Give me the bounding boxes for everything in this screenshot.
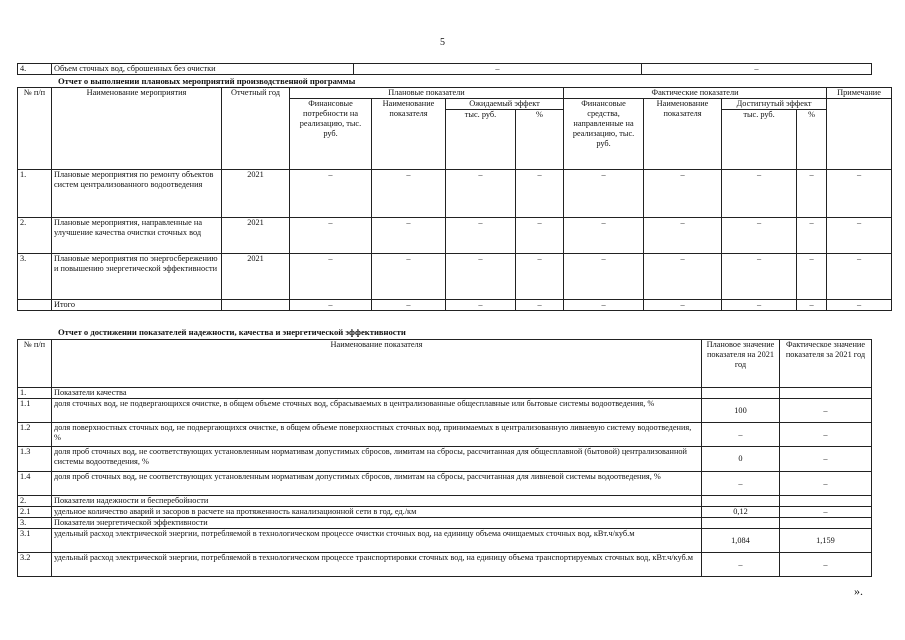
- table-row: [18, 553, 872, 577]
- row-number-empty: [18, 300, 52, 311]
- row-fact: –: [780, 553, 872, 577]
- header-expected-pct: %: [516, 110, 564, 170]
- cell-dash: –: [644, 254, 722, 300]
- cell-dash: –: [644, 218, 722, 254]
- cell-dash: –: [564, 300, 644, 311]
- row-name: удельный расход электрической энергии, потребляемой в технологическом процессе очистки сточных вод, на единицу объема очищаемых сточных вод, кВт.ч/куб.м: [52, 529, 702, 553]
- row-name: доля сточных вод, не подвергающихся очистке, в общем объеме сточных вод, сбрасываемых в централизованные общесплавные или бытовые системы водоотведения, %: [52, 399, 702, 423]
- header-achieved-pct: %: [797, 110, 827, 170]
- plan-measures-table: [17, 87, 892, 311]
- table-row: [18, 507, 872, 518]
- cell-dash: –: [372, 218, 446, 254]
- row-name: удельный расход электрической энергии, потребляемой в технологическом процессе транспортировки сточных вод, на единицу объема транспортируемых сточных вод, кВт.ч/куб.м: [52, 553, 702, 577]
- row-name: Показатели надежности и бесперебойности: [52, 496, 702, 507]
- header-plan-group: Плановые показатели: [290, 88, 564, 99]
- section-row: [18, 496, 872, 507]
- cell-dash: –: [797, 218, 827, 254]
- table-row: [18, 254, 892, 300]
- cell-dash: –: [290, 170, 372, 218]
- row-number: 1.: [18, 170, 52, 218]
- row-name: Показатели энергетической эффективности: [52, 518, 702, 529]
- total-row: [18, 300, 892, 311]
- row-fact-value: –: [642, 64, 872, 75]
- cell-dash: –: [722, 218, 797, 254]
- cell-dash: –: [564, 254, 644, 300]
- header-num: № п/п: [18, 88, 52, 170]
- total-label: Итого: [52, 300, 222, 311]
- row-plan: –: [702, 553, 780, 577]
- indicators-title: Отчет о достижении показателей надежности, качества и энергетической эффективности: [58, 327, 406, 337]
- cell-dash: –: [516, 170, 564, 218]
- row-plan: –: [702, 423, 780, 447]
- cell-dash: –: [446, 170, 516, 218]
- row-plan: [702, 388, 780, 399]
- cell-dash: –: [372, 254, 446, 300]
- row-name: Плановые мероприятия по ремонту объектов систем централизованного водоотведения: [52, 170, 222, 218]
- header-name: Наименование показателя: [52, 340, 702, 388]
- header-achieved-thous: тыс. руб.: [722, 110, 797, 170]
- header-achieved: Достигнутый эффект: [722, 99, 827, 110]
- cell-dash: –: [564, 218, 644, 254]
- header-row: [18, 88, 892, 99]
- row-year: 2021: [222, 218, 290, 254]
- row-number: 3.: [18, 518, 52, 529]
- row-number: 1.: [18, 388, 52, 399]
- plan-report-title: Отчет о выполнении плановых мероприятий производственной программы: [58, 76, 356, 86]
- cell-dash: –: [516, 254, 564, 300]
- row-fact: –: [780, 423, 872, 447]
- row-fact: –: [780, 472, 872, 496]
- row-name: Плановые мероприятия, направленные на улучшение качества очистки сточных вод: [52, 218, 222, 254]
- row-number: 3.: [18, 254, 52, 300]
- header-fact-ind: Наименование показателя: [644, 99, 722, 170]
- cell-dash: –: [516, 300, 564, 311]
- header-note: Примечание: [827, 88, 892, 99]
- row-year: 2021: [222, 170, 290, 218]
- row-fact: 1,159: [780, 529, 872, 553]
- table-row: [18, 170, 892, 218]
- row-fact: [780, 518, 872, 529]
- header-plan-ind: Наименование показателя: [372, 99, 446, 170]
- cell-empty: [222, 300, 290, 311]
- cell-dash: –: [722, 254, 797, 300]
- cell-dash: –: [564, 170, 644, 218]
- header-fact-fin: Финансовые средства, направленные на реализацию, тыс. руб.: [564, 99, 644, 170]
- cell-dash: –: [797, 254, 827, 300]
- row-number: 2.: [18, 218, 52, 254]
- cell-dash: –: [827, 300, 892, 311]
- row-name: доля поверхностных сточных вод, не подвергающихся очистке, в общем объеме поверхностных сточных вод, принимаемых в централизованную ливневую систему водоотведения, %: [52, 423, 702, 447]
- table-row: [18, 447, 872, 472]
- row-number: 3.2: [18, 553, 52, 577]
- row-name: доля проб сточных вод, не соответствующих установленным нормативам допустимых сбросов, лимитам на сбросы, рассчитанная для общесплавной (бытовой) централизованной системы водоотведения, %: [52, 447, 702, 472]
- page-number: 5: [440, 37, 445, 48]
- closing-quote-mark: ».: [854, 584, 863, 598]
- row-name: доля проб сточных вод, не соответствующих установленным нормативам допустимых сбросов, лимитам на сбросы, рассчитанная для ливневой системы водоотведения, %: [52, 472, 702, 496]
- cell-dash: –: [722, 300, 797, 311]
- row-name: Плановые мероприятия по энергосбережению и повышению энергетической эффективности: [52, 254, 222, 300]
- table-row: [18, 399, 872, 423]
- row-plan: [702, 518, 780, 529]
- row-name: Объем сточных вод, сброшенных без очистки: [52, 64, 354, 75]
- row-plan: 1,084: [702, 529, 780, 553]
- row-name: удельное количество аварий и засоров в расчете на протяженность канализационной сети в год, ед./км: [52, 507, 702, 518]
- row-number: 1.2: [18, 423, 52, 447]
- row-fact: [780, 496, 872, 507]
- cell-dash: –: [446, 300, 516, 311]
- cell-dash: –: [446, 218, 516, 254]
- row-fact: –: [780, 507, 872, 518]
- cell-dash: –: [797, 300, 827, 311]
- table-row: [18, 423, 872, 447]
- row-number: 1.3: [18, 447, 52, 472]
- row-plan-value: –: [354, 64, 642, 75]
- row-year: 2021: [222, 254, 290, 300]
- header-name: Наименование мероприятия: [52, 88, 222, 170]
- header-plan: Плановое значение показателя на 2021 год: [702, 340, 780, 388]
- cell-dash: –: [644, 170, 722, 218]
- cell-dash: –: [290, 254, 372, 300]
- row-number: 1.1: [18, 399, 52, 423]
- cell-dash: –: [827, 170, 892, 218]
- header-fact: Фактическое значение показателя за 2021 год: [780, 340, 872, 388]
- table-row: [18, 529, 872, 553]
- header-note-empty: [827, 99, 892, 170]
- table-row: [18, 218, 892, 254]
- header-expected: Ожидаемый эффект: [446, 99, 564, 110]
- header-row: [18, 340, 872, 388]
- previous-table-continuation: [17, 63, 872, 75]
- header-plan-fin: Финансовые потребности на реализацию, тыс. руб.: [290, 99, 372, 170]
- row-plan: –: [702, 472, 780, 496]
- row-name: Показатели качества: [52, 388, 702, 399]
- header-expected-thous: тыс. руб.: [446, 110, 516, 170]
- cell-dash: –: [516, 218, 564, 254]
- cell-dash: –: [446, 254, 516, 300]
- row-number: 2.1: [18, 507, 52, 518]
- row-fact: –: [780, 399, 872, 423]
- table-row: [18, 64, 872, 75]
- row-number: 2.: [18, 496, 52, 507]
- cell-dash: –: [290, 218, 372, 254]
- header-year: Отчетный год: [222, 88, 290, 170]
- cell-dash: –: [827, 254, 892, 300]
- section-row: [18, 518, 872, 529]
- cell-dash: –: [827, 218, 892, 254]
- row-plan: 100: [702, 399, 780, 423]
- row-plan: 0,12: [702, 507, 780, 518]
- cell-dash: –: [372, 170, 446, 218]
- row-plan: 0: [702, 447, 780, 472]
- cell-dash: –: [290, 300, 372, 311]
- row-fact: [780, 388, 872, 399]
- row-fact: –: [780, 447, 872, 472]
- header-fact-group: Фактические показатели: [564, 88, 827, 99]
- header-num: № п/п: [18, 340, 52, 388]
- row-number: 4.: [18, 64, 52, 75]
- cell-dash: –: [797, 170, 827, 218]
- indicators-table: [17, 339, 872, 577]
- row-number: 1.4: [18, 472, 52, 496]
- cell-dash: –: [644, 300, 722, 311]
- row-plan: [702, 496, 780, 507]
- table-row: [18, 472, 872, 496]
- section-row: [18, 388, 872, 399]
- cell-dash: –: [722, 170, 797, 218]
- row-number: 3.1: [18, 529, 52, 553]
- cell-dash: –: [372, 300, 446, 311]
